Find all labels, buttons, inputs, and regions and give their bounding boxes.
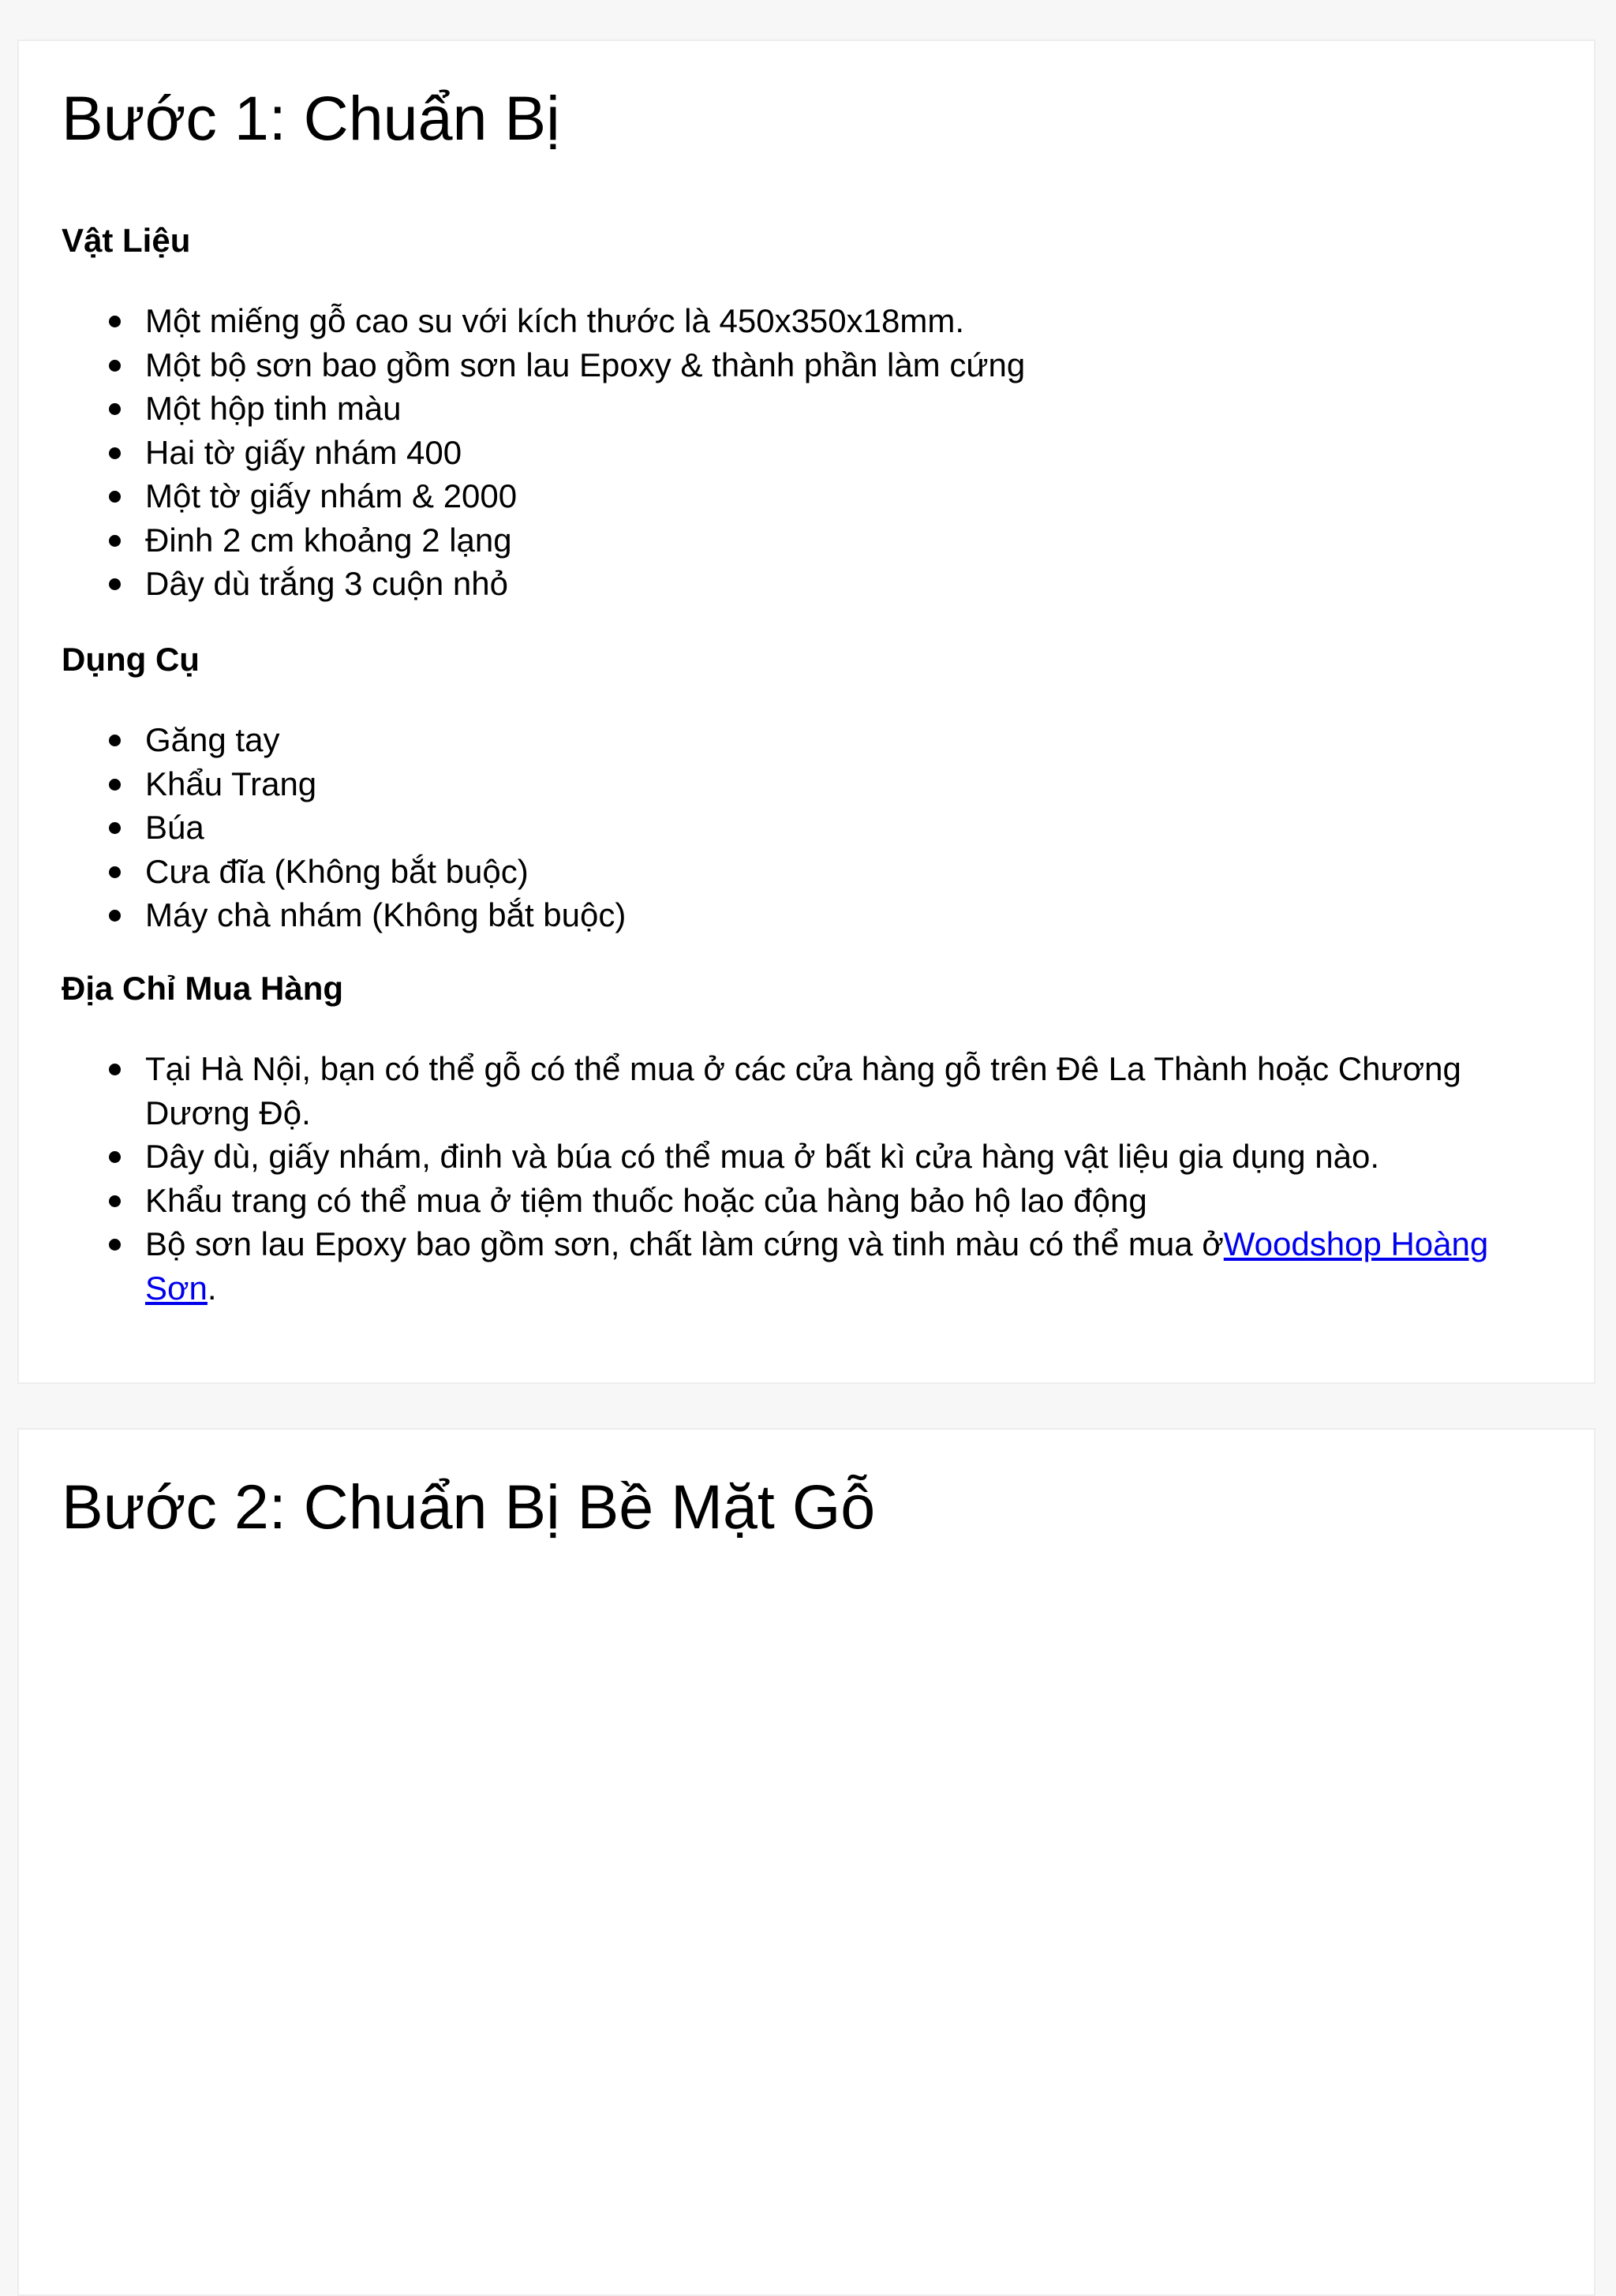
where-to-buy-list (62, 1047, 1561, 1310)
step-2-card (17, 1428, 1595, 2296)
list-item-text: Búa (145, 809, 204, 846)
list-item (62, 518, 1561, 563)
list-item-text: Cưa đĩa (Không bắt buộc) (145, 852, 529, 890)
list-item-text: Dây dù, giấy nhám, đinh và búa có thể mua ở bất kì cửa hàng vật liệu gia dụng nào. (145, 1138, 1379, 1175)
list-item (62, 718, 1561, 762)
where-to-buy-heading: Địa Chỉ Mua Hàng (62, 970, 344, 1007)
bullet-icon (109, 360, 121, 372)
list-item (62, 850, 1561, 894)
bullet-icon (109, 1151, 121, 1163)
step-2-title: Bước 2: Chuẩn Bị Bề Mặt Gỗ (62, 1471, 876, 1542)
list-item-text: Một miếng gỗ cao su với kích thước là 450x350x18mm. (145, 302, 965, 339)
list-item (62, 1179, 1561, 1223)
list-item-text: Bộ sơn lau Epoxy bao gồm sơn, chất làm cứng và tinh màu có thể mua ở (145, 1225, 1224, 1262)
list-item (62, 1135, 1561, 1179)
list-item (62, 343, 1561, 387)
list-item-text: Một hộp tinh màu (145, 390, 402, 427)
list-item-text: Đinh 2 cm khoảng 2 lạng (145, 521, 512, 559)
step-1-card (17, 39, 1595, 1384)
list-item-text: Một tờ giấy nhám & 2000 (145, 477, 518, 514)
list-item (62, 431, 1561, 475)
list-item (62, 1047, 1561, 1135)
woodshop-hoang-son-link[interactable]: Woodshop Hoàng Sơn (145, 1225, 1489, 1307)
bullet-icon (109, 866, 121, 878)
tools-heading: Dụng Cụ (62, 641, 200, 678)
list-item-text: Một bộ sơn bao gồm sơn lau Epoxy & thành phần làm cứng (145, 346, 1026, 383)
bullet-icon (109, 1064, 121, 1075)
bullet-icon (109, 910, 121, 922)
bullet-icon (109, 1195, 121, 1207)
list-item-text: Găng tay (145, 721, 280, 758)
bullet-icon (109, 447, 121, 459)
bullet-icon (109, 779, 121, 791)
bullet-icon (109, 316, 121, 327)
list-item (62, 806, 1561, 850)
bullet-icon (109, 535, 121, 547)
tools-list (62, 718, 1561, 937)
list-item-text: Khẩu Trang (145, 765, 317, 802)
list-item (62, 474, 1561, 518)
list-item-suffix: . (207, 1269, 217, 1307)
step-1-title: Bước 1: Chuẩn Bị (62, 83, 560, 153)
bullet-icon (109, 735, 121, 746)
list-item-text: Dây dù trắng 3 cuộn nhỏ (145, 565, 508, 602)
list-item (62, 299, 1561, 343)
list-item-text: Tại Hà Nội, bạn có thể gỗ có thể mua ở các cửa hàng gỗ trên Đê La Thành hoặc Chương Dương Độ. (145, 1050, 1461, 1131)
materials-heading: Vật Liệu (62, 222, 191, 259)
bullet-icon (109, 1239, 121, 1251)
list-item-text: Hai tờ giấy nhám 400 (145, 433, 462, 471)
list-item-text: Khẩu trang có thể mua ở tiệm thuốc hoặc của hàng bảo hộ lao động (145, 1181, 1147, 1219)
list-item-text: Máy chà nhám (Không bắt buộc) (145, 896, 627, 933)
bullet-icon (109, 403, 121, 415)
list-item (62, 893, 1561, 937)
list-item (62, 762, 1561, 806)
materials-list (62, 299, 1561, 606)
bullet-icon (109, 491, 121, 503)
list-item (62, 387, 1561, 431)
bullet-icon (109, 822, 121, 834)
list-item (62, 562, 1561, 606)
list-item (62, 1222, 1561, 1310)
bullet-icon (109, 578, 121, 590)
